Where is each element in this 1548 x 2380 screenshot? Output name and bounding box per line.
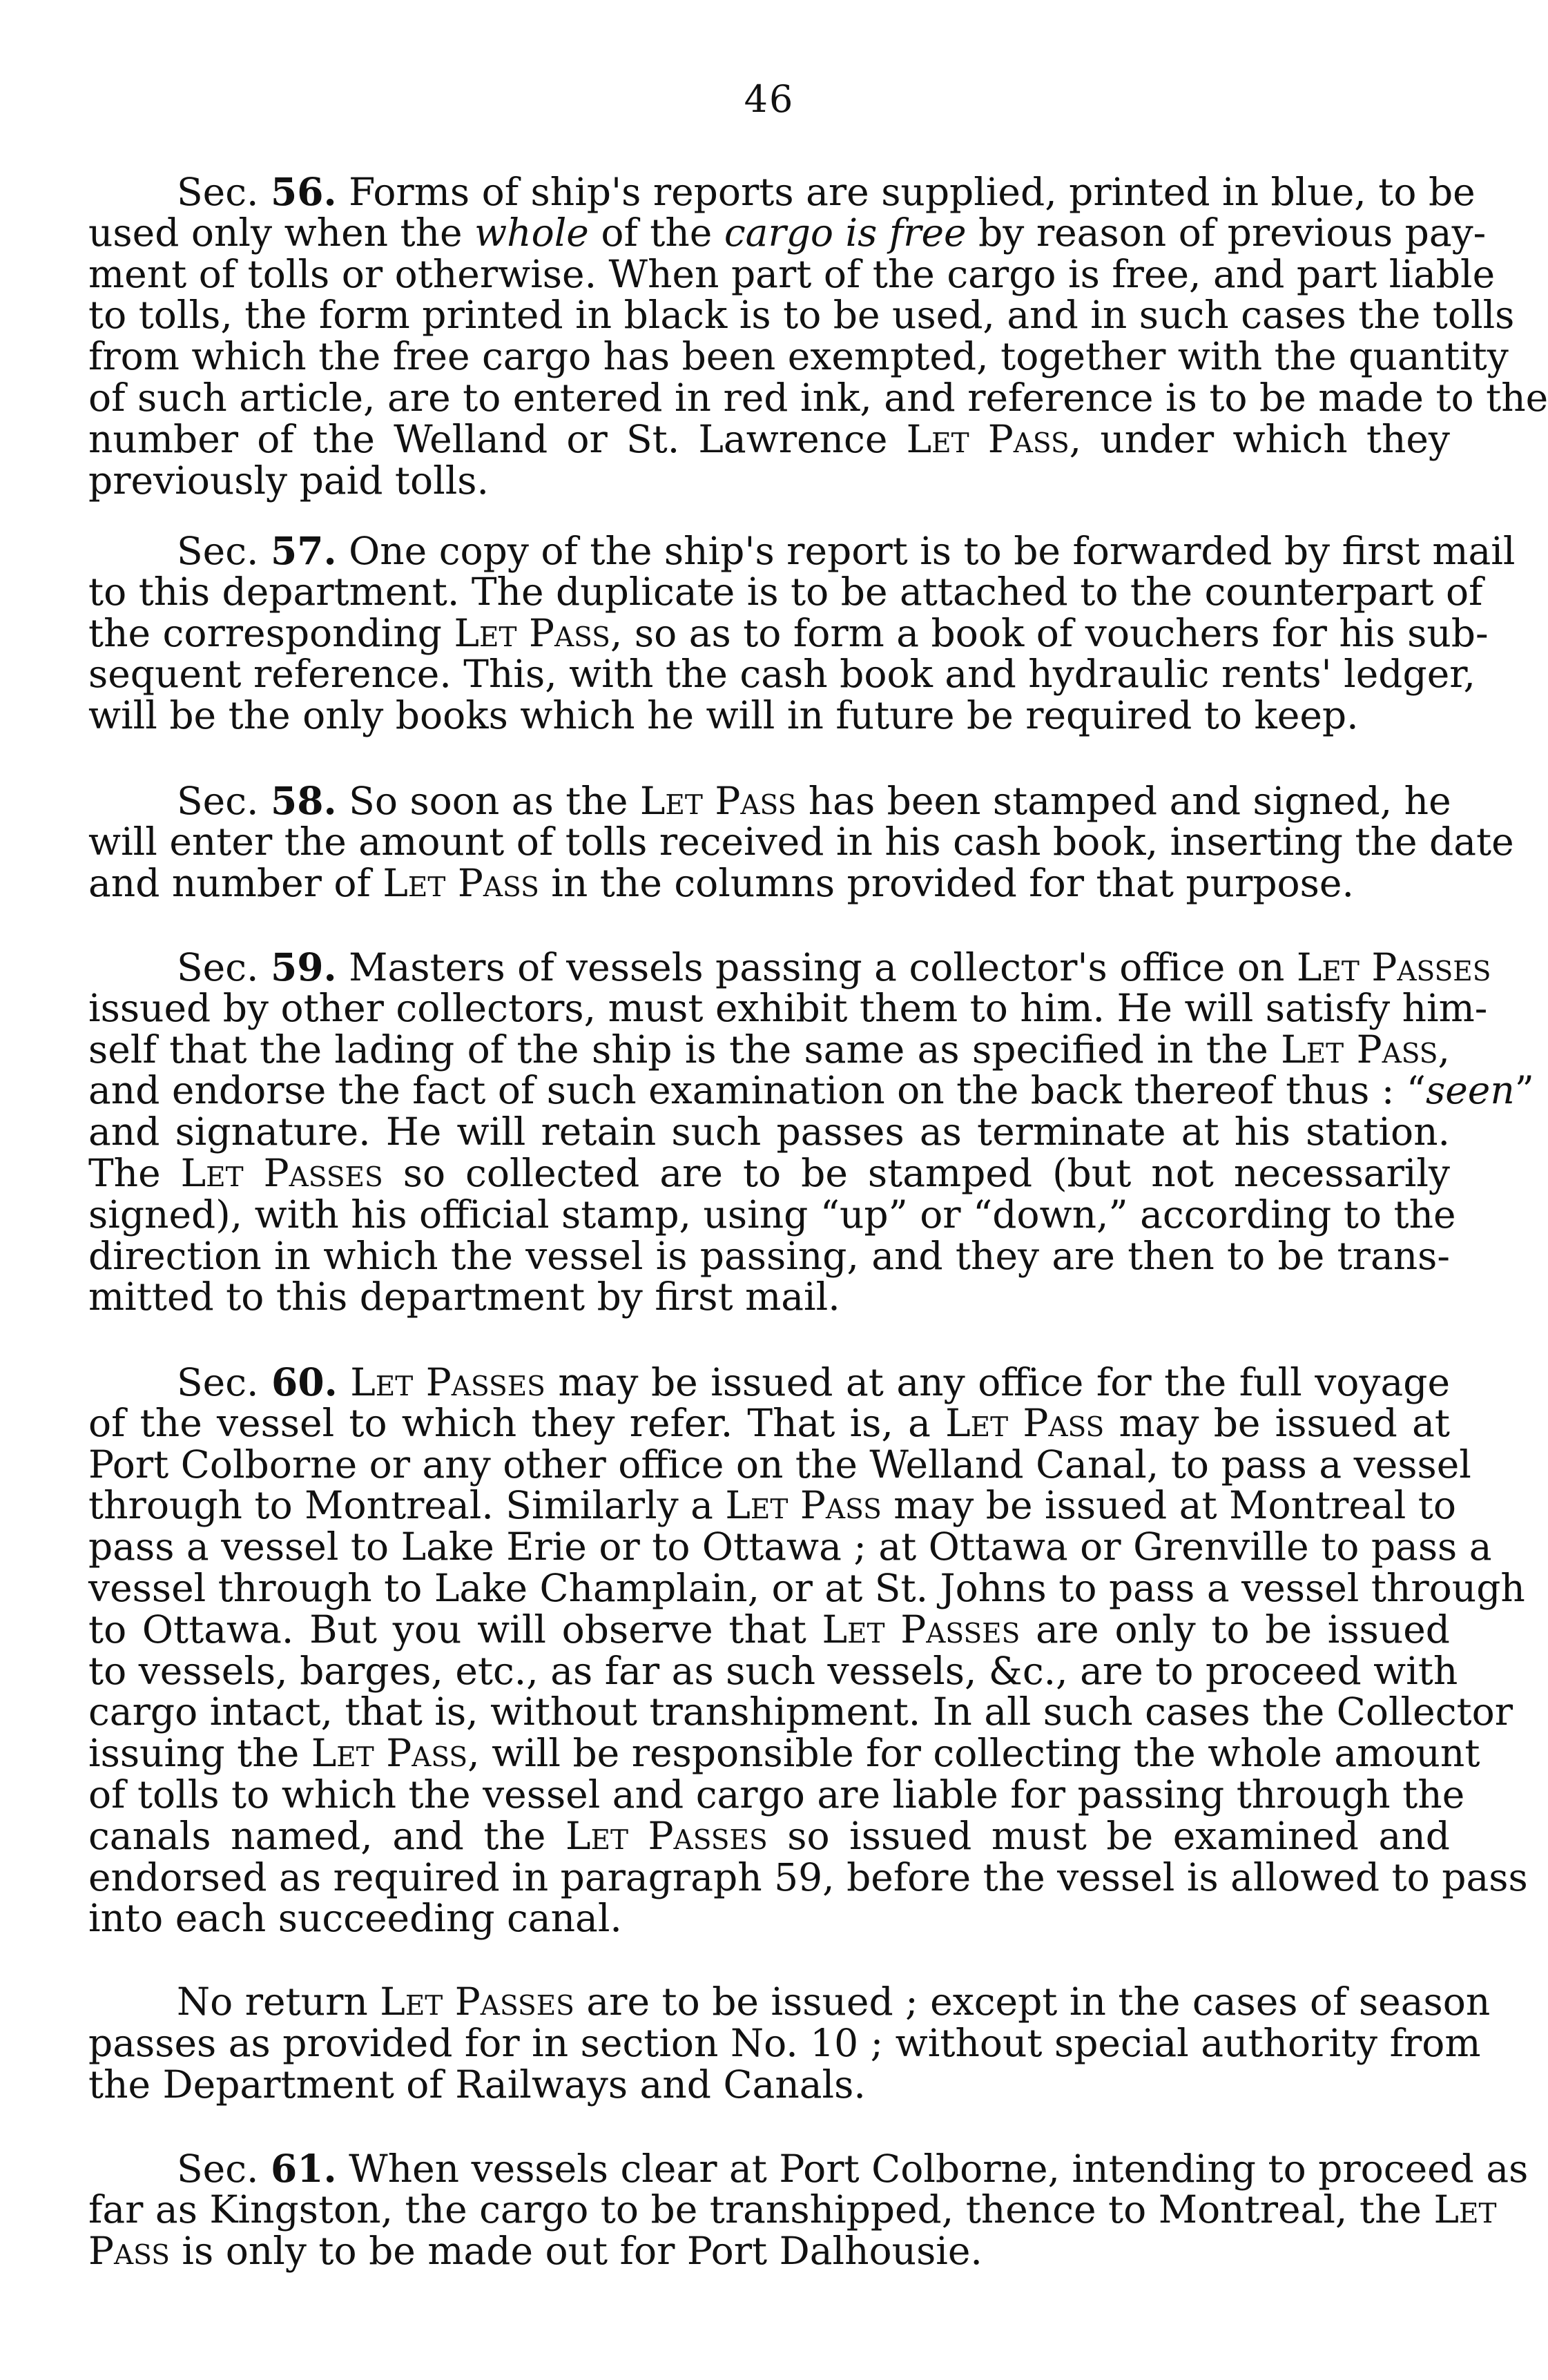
text-line: No return Let Passes are to be issued ; except in the cases of season [177, 1980, 1491, 2024]
text-line: of the vessel to which they refer. That is, a Let Pass may be issued at [88, 1400, 1450, 1445]
text-line: and signature. He will retain such passes as terminate at his station. [88, 1110, 1450, 1154]
text-line: Sec. 57. One copy of the ship's report is to be forwarded by first mail [177, 528, 1516, 573]
paragraph-sec-57 [88, 528, 1516, 738]
text-line: from which the free cargo has been exempted, together with the quantity [88, 334, 1509, 379]
page-number: 46 [744, 77, 795, 121]
text-line: pass a vessel to Lake Erie or to Ottawa ; at Ottawa or Grenville to pass a [88, 1525, 1492, 1569]
text-line: Pass is only to be made out for Port Dalhousie. [88, 2228, 983, 2273]
text-line: self that the lading of the ship is the same as specified in the Let Pass, [88, 1027, 1450, 1072]
text-line: far as Kingston, the cargo to be transhipped, thence to Montreal, the Let [88, 2187, 1497, 2232]
text-line: to vessels, barges, etc., as far as such vessels, &c., are to proceed with [88, 1648, 1458, 1693]
text-line: the corresponding Let Pass, so as to form a book of vouchers for his sub- [88, 610, 1489, 655]
text-line: of such article, are to entered in red ink, and reference is to be made to the [88, 375, 1548, 420]
text-line: number of the Welland or St. Lawrence Let Pass, under which they [88, 416, 1450, 461]
text-line: Port Colborne or any other office on the Welland Canal, to pass a vessel [88, 1442, 1471, 1487]
paragraph-sec-61 [88, 2146, 1529, 2273]
text-line: and endorse the fact of such examination on the back thereof thus : “seen” [88, 1068, 1534, 1113]
text-line: used only when the whole of the cargo is free by reason of previous pay- [88, 210, 1487, 255]
text-line: Sec. 59. Masters of vessels passing a collector's office on Let Passes [177, 945, 1491, 989]
text-line: Sec. 56. Forms of ship's reports are supplied, printed in blue, to be [177, 169, 1476, 214]
text-line: signed), with his official stamp, using “up” or “down,” according to the [88, 1192, 1456, 1237]
text-line: ment of tolls or otherwise. When part of the cargo is free, and part liable [88, 251, 1496, 296]
text-line: previously paid tolls. [88, 458, 489, 503]
text-line: cargo intact, that is, without transhipment. In all such cases the Collector [88, 1690, 1513, 1734]
text-line: endorsed as required in paragraph 59, before the vessel is allowed to pass [88, 1855, 1528, 1899]
text-line: to this department. The duplicate is to be attached to the counterpart of [88, 569, 1483, 614]
text-line: into each succeeding canal. [88, 1896, 622, 1941]
text-line: issued by other collectors, must exhibit them to him. He will satisfy him- [88, 985, 1488, 1030]
text-line: Sec. 60. Let Passes may be issued at any office for the full voyage [177, 1360, 1451, 1404]
text-line: through to Montreal. Similarly a Let Pass may be issued at Montreal to [88, 1483, 1456, 1528]
paragraph-sec-58 [88, 778, 1514, 905]
text-line: mitted to this department by first mail. [88, 1275, 840, 1319]
text-line: The Let Passes so collected are to be stamped (but not necessarily [88, 1150, 1450, 1195]
text-line: the Department of Railways and Canals. [88, 2062, 866, 2107]
text-line: Sec. 58. So soon as the Let Pass has been stamped and signed, he [177, 778, 1451, 823]
text-line: sequent reference. This, with the cash book and hydraulic rents' ledger, [88, 652, 1476, 697]
paragraph-sec-56 [88, 169, 1548, 503]
text-line: will be the only books which he will in future be required to keep. [88, 693, 1359, 738]
text-line: and number of Let Pass in the columns provided for that purpose. [88, 860, 1354, 905]
text-line: canals named, and the Let Passes so issued must be examined and [88, 1813, 1450, 1858]
text-line: issuing the Let Pass, will be responsible for collecting the whole amount [88, 1731, 1480, 1776]
document-page [88, 0, 1548, 2380]
text-line: to Ottawa. But you will observe that Let Passes are only to be issued [88, 1607, 1450, 1652]
paragraph-no-return [88, 1980, 1491, 2107]
paragraph-sec-59 [88, 945, 1534, 1319]
text-line: vessel through to Lake Champlain, or at St. Johns to pass a vessel through [88, 1565, 1525, 1610]
text-line: to tolls, the form printed in black is to be used, and in such cases the tolls [88, 293, 1515, 338]
text-line: will enter the amount of tolls received in his cash book, inserting the date [88, 819, 1514, 864]
text-line: of tolls to which the vessel and cargo are liable for passing through the [88, 1772, 1465, 1817]
text-line: passes as provided for in section No. 10 ; without special authority from [88, 2020, 1481, 2065]
paragraph-sec-60 [88, 1360, 1528, 1941]
text-line: Sec. 61. When vessels clear at Port Colborne, intending to proceed as [177, 2146, 1529, 2191]
text-line: direction in which the vessel is passing, and they are then to be trans- [88, 1233, 1450, 1278]
